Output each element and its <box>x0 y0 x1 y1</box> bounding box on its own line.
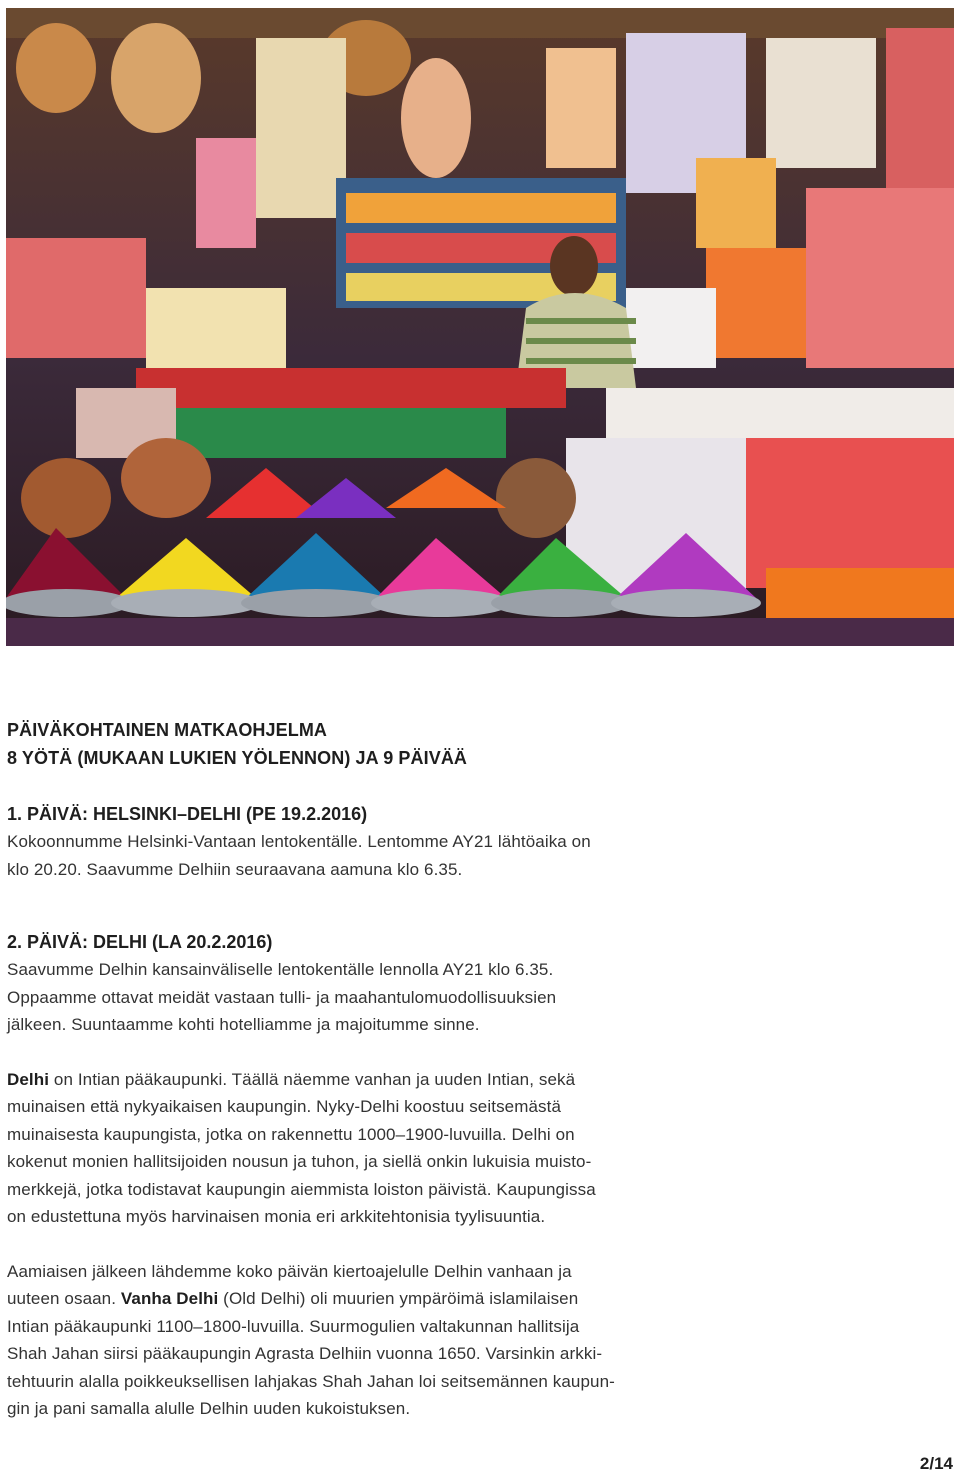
day-1-line: Kokoonnumme Helsinki-Vantaan lentokentälle. Lentomme AY21 lähtöaika on <box>7 832 591 851</box>
delhi-line: muinaisen että nykyaikaisen kaupungin. Nyky-Delhi koostuu seitsemästä <box>7 1097 562 1116</box>
old-delhi-line: Aamiaisen jälkeen lähdemme koko päivän kiertoajelulle Delhin vanhaan ja <box>7 1261 572 1281</box>
delhi-line: on edustettuna myös harvinaisen monia eri arkkitehtonisia tyylisuuntia. <box>7 1207 546 1226</box>
day-1-title: 1. PÄIVÄ: HELSINKI–DELHI (PE 19.2.2016) <box>7 804 368 824</box>
day-2-section <box>7 928 707 1423</box>
itinerary-content <box>7 716 707 1423</box>
heading-line-2: 8 YÖTÄ (MUKAAN LUKIEN YÖLENNON) JA 9 PÄIVÄÄ <box>7 748 468 768</box>
old-delhi-line: Intian pääkaupunki 1100–1800-luvuilla. Suurmogulien valtakunnan hallitsija <box>7 1316 580 1336</box>
old-delhi-line: uuteen osaan. <box>7 1289 121 1308</box>
delhi-line: muinaisesta kaupungista, jotka on rakennettu 1000–1900-luvuilla. Delhi on <box>7 1124 575 1144</box>
day-2-line: Oppaamme ottavat meidät vastaan tulli- ja maahantulomuodollisuuksien <box>7 987 557 1007</box>
delhi-line: on Intian pääkaupunki. Täällä näemme vanhan ja uuden Intian, sekä <box>49 1069 576 1089</box>
day-1-text <box>7 828 707 883</box>
market-stall-photo <box>6 8 954 646</box>
day-2-line: Saavumme Delhin kansainväliselle lentokentälle lennolla AY21 klo 6.35. <box>7 960 554 979</box>
old-delhi-line: gin ja pani samalla alulle Delhin uuden kukoistuksen. <box>7 1399 411 1418</box>
day-1-line: klo 20.20. Saavumme Delhiin seuraavana aamuna klo 6.35. <box>7 859 463 879</box>
day-2-line: jälkeen. Suuntaamme kohti hotelliamme ja majoitumme sinne. <box>7 1015 480 1034</box>
old-delhi-line: tehtuurin alalla poikkeuksellisen lahjakas Shah Jahan loi seitsemännen kaupun- <box>7 1371 615 1391</box>
table-cloth <box>6 618 954 646</box>
old-delhi-term: Vanha Delhi <box>120 1289 219 1308</box>
market-stall-illustration <box>6 8 954 646</box>
old-delhi-line: Shah Jahan siirsi pääkaupungin Agrasta Delhiin vuonna 1650. Varsinkin arkki- <box>7 1344 603 1363</box>
old-delhi-line: (Old Delhi) oli muurien ympäröimä islamilaisen <box>218 1289 579 1308</box>
day-1-section <box>7 800 707 883</box>
day-2-title: 2. PÄIVÄ: DELHI (LA 20.2.2016) <box>7 932 273 952</box>
delhi-line: merkkejä, jotka todistavat kaupungin aiemmista loiston päivistä. Kaupungissa <box>7 1179 596 1199</box>
heading-line-1: PÄIVÄKOHTAINEN MATKAOHJELMA <box>7 720 328 740</box>
page-number: 2/14 <box>919 1454 953 1473</box>
delhi-term: Delhi <box>7 1069 50 1089</box>
delhi-line: kokenut monien hallitsijoiden nousun ja tuhon, ja siellä onkin lukuisia muisto- <box>7 1152 592 1171</box>
old-delhi-description <box>7 1258 707 1423</box>
itinerary-heading <box>7 716 707 772</box>
day-2-intro <box>7 956 707 1039</box>
delhi-description <box>7 1066 707 1231</box>
